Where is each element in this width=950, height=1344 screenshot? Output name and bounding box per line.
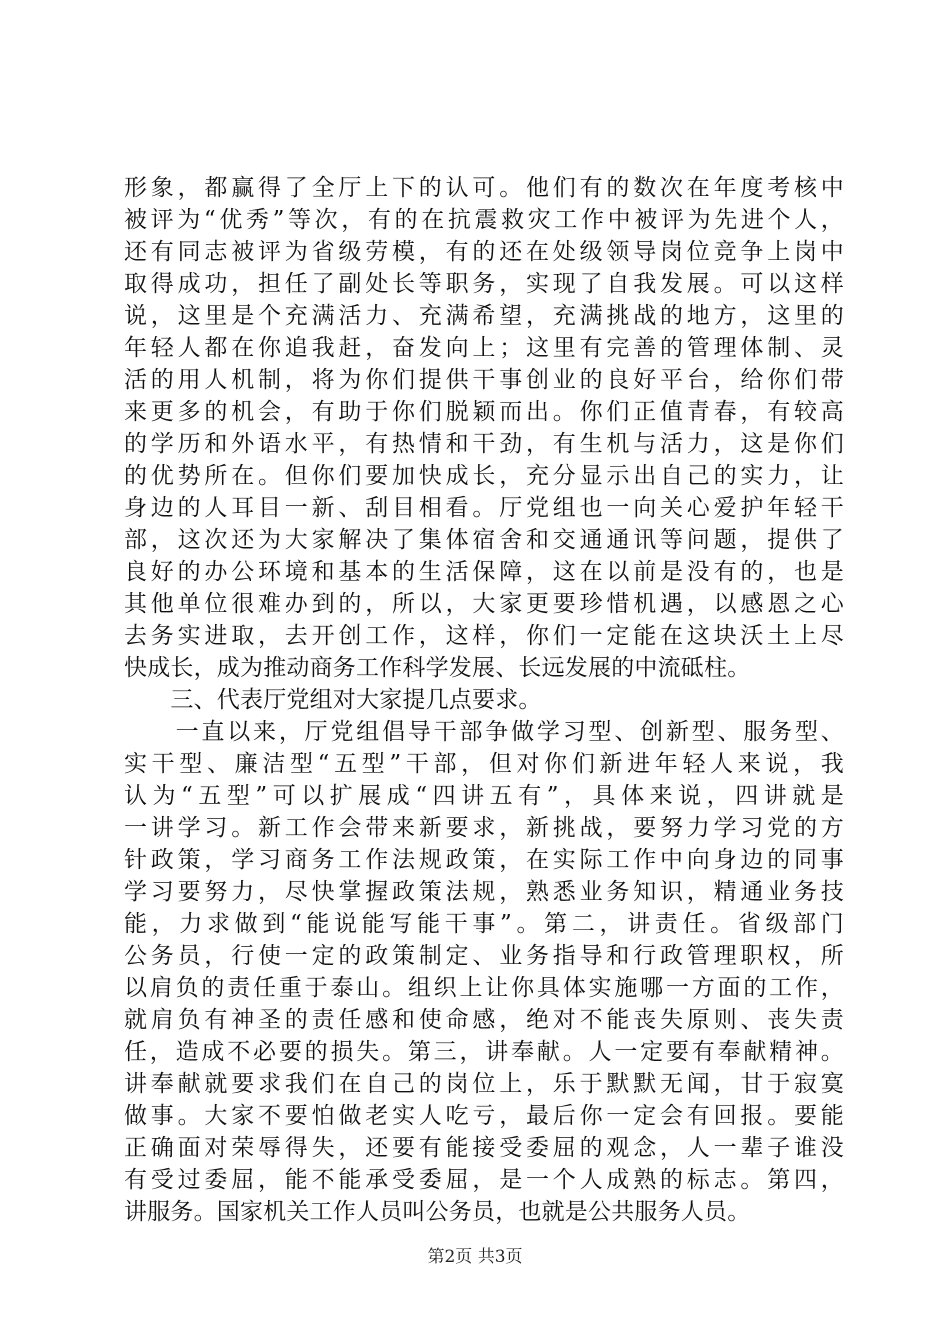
document-body	[124, 172, 844, 1228]
text-line: 的学历和外语水平，有热情和干劲，有生机与活力，这是你们	[124, 431, 844, 457]
text-line: 的优势所在。但你们要加快成长，充分显示出自己的实力，让	[124, 463, 844, 489]
text-line: 针政策，学习商务工作法规政策，在实际工作中向身边的同事	[124, 847, 844, 873]
text-line: 认为“五型”可以扩展成“四讲五有”，具体来说，四讲就是	[124, 783, 844, 809]
text-line: 取得成功，担任了副处长等职务，实现了自我发展。可以这样	[124, 271, 844, 297]
text-line: 做事。大家不要怕做老实人吃亏，最后你一定会有回报。要能	[124, 1103, 844, 1129]
text-line: 学习要努力，尽快掌握政策法规，熟悉业务知识，精通业务技	[124, 879, 844, 905]
text-line: 形象，都赢得了全厅上下的认可。他们有的数次在年度考核中	[124, 175, 844, 201]
text-line: 正确面对荣辱得失，还要有能接受委屈的观念，人一辈子谁没	[124, 1135, 844, 1161]
text-line: 被评为“优秀”等次，有的在抗震救灾工作中被评为先进个人，	[124, 207, 844, 233]
text-line: 还有同志被评为省级劳模，有的还在处级领导岗位竞争上岗中	[124, 239, 844, 265]
text-line: 良好的办公环境和基本的生活保障，这在以前是没有的，也是	[124, 559, 844, 585]
text-line: 快成长，成为推动商务工作科学发展、长远发展的中流砥柱。	[124, 655, 751, 681]
text-line: 有受过委屈，能不能承受委屈，是一个人成熟的标志。第四，	[124, 1167, 844, 1193]
paragraph	[124, 684, 844, 716]
text-line: 就肩负有神圣的责任感和使命感，绝对不能丧失原则、丧失责	[124, 1007, 844, 1033]
text-line: 任，造成不必要的损失。第三，讲奉献。人一定要有奉献精神。	[124, 1039, 844, 1065]
text-line: 来更多的机会，有助于你们脱颖而出。你们正值青春，有较高	[124, 399, 844, 425]
text-line: 实干型、廉洁型“五型”干部，但对你们新进年轻人来说，我	[124, 751, 844, 777]
text-line: 说，这里是个充满活力、充满希望，充满挑战的地方，这里的	[124, 303, 844, 329]
text-line: 能，力求做到“能说能写能干事”。第二，讲责任。省级部门	[124, 911, 844, 937]
text-line: 去务实进取，去开创工作，这样，你们一定能在这块沃土上尽	[124, 623, 844, 649]
text-line: 讲奉献就要求我们在自己的岗位上，乐于默默无闻，甘于寂寞	[124, 1071, 844, 1097]
text-line: 一直以来，厅党组倡导干部争做学习型、创新型、服务型、	[124, 719, 844, 745]
page-footer: 第2页 共3页	[427, 1247, 523, 1267]
text-line: 部，这次还为大家解决了集体宿舍和交通通讯等问题，提供了	[124, 527, 844, 553]
text-line: 讲服务。国家机关工作人员叫公务员，也就是公共服务人员。	[124, 1199, 751, 1225]
text-line: 身边的人耳目一新、刮目相看。厅党组也一向关心爱护年轻干	[124, 495, 844, 521]
text-line: 公务员，行使一定的政策制定、业务指导和行政管理职权，所	[124, 943, 844, 969]
paragraph	[124, 716, 844, 1228]
text-line: 以肩负的责任重于泰山。组织上让你具体实施哪一方面的工作，	[124, 975, 844, 1001]
paragraph	[124, 172, 844, 684]
text-line: 三、代表厅党组对大家提几点要求。	[124, 687, 542, 713]
text-line: 年轻人都在你追我赶，奋发向上；这里有完善的管理体制、灵	[124, 335, 844, 361]
text-line: 活的用人机制，将为你们提供干事创业的良好平台，给你们带	[124, 367, 844, 393]
text-line: 一讲学习。新工作会带来新要求，新挑战，要努力学习党的方	[124, 815, 844, 841]
text-line: 其他单位很难办到的，所以，大家更要珍惜机遇，以感恩之心	[124, 591, 844, 617]
